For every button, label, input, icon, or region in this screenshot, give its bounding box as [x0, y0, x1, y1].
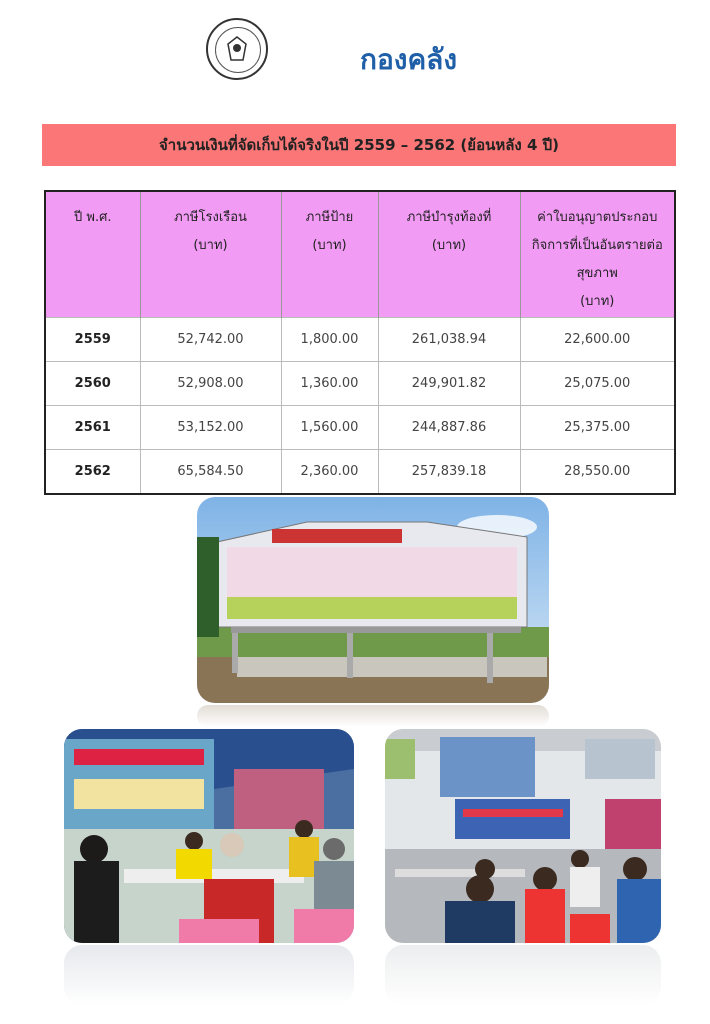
cell-value: 1,800.00	[281, 318, 378, 362]
cell-year: 2561	[45, 406, 140, 450]
cell-value: 25,375.00	[520, 406, 675, 450]
header-signboard-tax: ภาษีป้าย (บาท)	[281, 191, 378, 318]
table-row	[45, 406, 675, 450]
cell-value: 261,038.94	[378, 318, 520, 362]
meeting-hall-reflection	[385, 945, 661, 1005]
billboard-reflection	[197, 705, 549, 727]
cell-value: 53,152.00	[140, 406, 281, 450]
table-header-row	[45, 191, 675, 318]
table-row	[45, 318, 675, 362]
department-title: กองคลัง	[360, 43, 458, 76]
meeting-hall-photo	[385, 729, 661, 943]
header-year: ปี พ.ศ.	[45, 191, 140, 318]
header-license-fee: ค่าใบอนุญาตประกอบ กิจการที่เป็นอันตรายต่อ สุขภาพ (บาท)	[520, 191, 675, 318]
cell-value: 249,901.82	[378, 362, 520, 406]
service-tent-reflection	[64, 945, 354, 1005]
table-row	[45, 362, 675, 406]
service-tent-photo	[64, 729, 354, 943]
collection-banner: จำนวนเงินที่จัดเก็บได้จริงในปี 2559 – 2562 (ย้อนหลัง 4 ปี)	[42, 124, 676, 166]
cell-value: 28,550.00	[520, 450, 675, 495]
cell-value: 25,075.00	[520, 362, 675, 406]
tax-collection-table	[44, 190, 676, 495]
cell-value: 22,600.00	[520, 318, 675, 362]
cell-value: 257,839.18	[378, 450, 520, 495]
cell-value: 244,887.86	[378, 406, 520, 450]
cell-value: 65,584.50	[140, 450, 281, 495]
table-row	[45, 450, 675, 495]
cell-value: 52,908.00	[140, 362, 281, 406]
cell-year: 2562	[45, 450, 140, 495]
cell-year: 2560	[45, 362, 140, 406]
cell-value: 2,360.00	[281, 450, 378, 495]
billboard-photo	[197, 497, 549, 703]
cell-value: 52,742.00	[140, 318, 281, 362]
header-building-tax: ภาษีโรงเรือน (บาท)	[140, 191, 281, 318]
cell-value: 1,560.00	[281, 406, 378, 450]
organization-seal	[206, 18, 268, 80]
cell-year: 2559	[45, 318, 140, 362]
cell-value: 1,360.00	[281, 362, 378, 406]
seal-emblem-icon	[226, 36, 248, 62]
header-local-maintenance-tax: ภาษีบำรุงท้องที่ (บาท)	[378, 191, 520, 318]
